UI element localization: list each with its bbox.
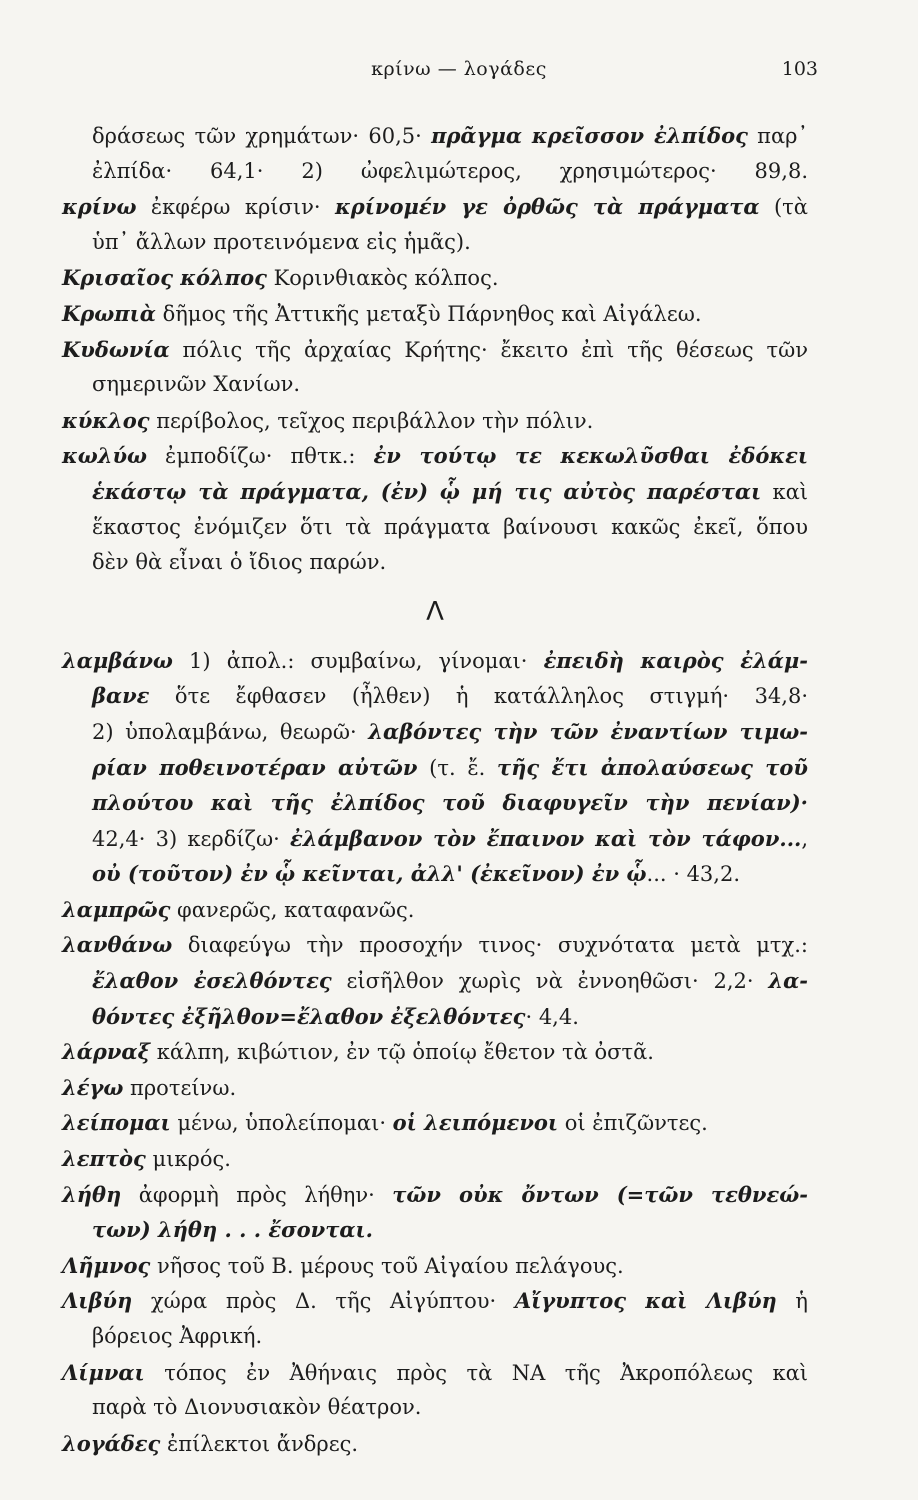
definition-text: ἀφορμὴ πρὸς λήθην· [121, 1182, 393, 1207]
entry-line [62, 892, 808, 928]
quoted-phrase: ρίαν ποθεινοτέραν αὐτῶν [92, 754, 418, 780]
section-letter-heading: Λ [426, 596, 444, 627]
entry-line [62, 1105, 808, 1141]
quoted-phrase: οἱ λειπόμενοι [392, 1110, 559, 1136]
quoted-phrase: λαβόντες τὴν τῶν ἐναντίων τιμω- [368, 718, 808, 744]
definition-text: σημερινῶν Χανίων. [92, 372, 301, 397]
definition-text: νῆσος τοῦ Β. μέρους τοῦ Αἰγαίου πελάγους. [150, 1253, 624, 1278]
definition-text: περίβολος, τεῖχος περιβάλλον τὴν πόλιν. [149, 408, 594, 433]
entry-line [62, 403, 808, 439]
headword: λάρναξ [62, 1039, 151, 1065]
glossary-body [62, 118, 808, 1461]
definition-text: εἰσῆλθον χωρὶς νὰ ἐννοηθῶσι· 2,2· [331, 969, 769, 994]
definition-text: , [801, 826, 809, 851]
quoted-phrase: ἐλάμβανον τὸν ἔπαινον καὶ τὸν τάφον... [290, 825, 802, 851]
entry-line [62, 1426, 808, 1462]
entry-continuation-line [62, 750, 808, 786]
quoted-phrase: τῶν οὐκ ὄντων (=τῶν τεθνεώ- [392, 1181, 808, 1207]
entry-line [62, 1248, 808, 1284]
entry-continuation-line [62, 1212, 808, 1248]
headword: λανθάνω [62, 932, 173, 958]
quoted-phrase: ἔλαθον ἐσελθόντες [92, 968, 332, 994]
entry-continuation-line [62, 678, 808, 714]
definition-text: δὲν θὰ εἶναι ὁ ἴδιος παρών. [92, 550, 387, 575]
definition-text: παρ᾿ [747, 124, 809, 148]
definition-text: ἐκφέρω κρίσιν· [136, 195, 336, 220]
entry-continuation-line [62, 856, 808, 892]
definition-text: διαφεύγω τὴν προσοχήν τινος· συχνότατα μετὰ μτχ.: [172, 933, 808, 958]
headword: λείπομαι [62, 1110, 171, 1136]
headword: Λῆμνος [62, 1252, 151, 1278]
entry-line [62, 438, 808, 474]
quoted-phrase: λα- [768, 968, 808, 994]
entry-line [62, 260, 808, 296]
headword: κωλύω [62, 443, 148, 469]
entry-continuation-line [62, 545, 808, 581]
definition-text: καὶ [761, 479, 808, 504]
definition-text: χώρα πρὸς Δ. τῆς Αἰγύπτου· [132, 1289, 515, 1314]
definition-text: δῆμος τῆς Ἀττικῆς μεταξὺ Πάρνηθος καὶ Αἰγάλεω. [155, 301, 702, 326]
definition-text: μικρός. [145, 1147, 231, 1172]
quoted-phrase: ἐν τούτῳ τε κεκωλῦσθαι ἐδόκει [373, 443, 809, 469]
entry-line [62, 1283, 808, 1319]
entry-line [62, 1034, 808, 1070]
definition-text: 1) ἀπολ.: συμβαίνω, γίνομαι· [172, 648, 544, 673]
entry-line [62, 296, 808, 332]
entry-continuation-line [62, 1319, 808, 1355]
quoted-phrase: ἑκάστῳ τὰ πράγματα, (ἐν) ᾧ μή τις αὐτὸς παρέσται [92, 478, 762, 504]
headword: λαμβάνω [62, 647, 173, 673]
quoted-phrase: οὐ (τοῦτον) ἐν ᾧ κεῖνται, ἀλλ' (ἐκεῖνον) ἐν ᾧ [92, 861, 647, 887]
entry-continuation-line [62, 785, 808, 821]
definition-text: πόλις τῆς ἀρχαίας Κρήτης· ἔκειτο ἐπὶ τῆς θέσεως τῶν [169, 337, 808, 362]
definition-text: ὑπ᾿ ἄλλων προτεινόμενα εἰς ἡμᾶς). [92, 229, 471, 254]
definition-text: τόπος ἐν Ἀθήναις πρὸς τὰ ΝΑ τῆς Ἀκροπόλεως καὶ [144, 1360, 808, 1385]
page-number: 103 [781, 58, 818, 80]
definition-text: κάλπη, κιβώτιον, ἐν τῷ ὁποίῳ ἔθετον τὰ ὀστᾶ. [150, 1040, 654, 1065]
definition-text: βόρειος Ἀφρική. [92, 1324, 263, 1348]
headword: λήθη [62, 1181, 122, 1207]
entry-line [62, 1177, 808, 1213]
definition-text: ὅτε ἔφθασεν (ἦλθεν) ἡ κατάλληλος στιγμή· 34,8· [149, 684, 808, 709]
headword: λογάδες [62, 1430, 161, 1456]
definition-text: ἐπίλεκτοι ἄνδρες. [160, 1431, 359, 1456]
entry-continuation-line [62, 367, 808, 403]
headword: κρίνω [62, 194, 137, 220]
entry-line [62, 1355, 808, 1391]
headword: Κυδωνία [62, 336, 170, 362]
headword: Λιβύη [62, 1288, 133, 1314]
entry-continuation-line [62, 963, 808, 999]
running-head-title: κρίνω — λογάδες [371, 58, 547, 80]
headword: Κρισαῖος κόλπος [62, 265, 267, 291]
entry-continuation-line [62, 821, 808, 857]
entry-line [62, 332, 808, 368]
definition-text: · 4,4. [525, 1004, 579, 1029]
definition-text: (τ. ἔ. [417, 755, 497, 780]
entry-continuation-line [62, 510, 808, 546]
definition-text: δράσεως τῶν χρημάτων· 60,5· [92, 124, 432, 148]
entry-line [62, 1070, 808, 1106]
definition-text: 42,4· 3) κερδίζω· [92, 826, 290, 851]
quoted-phrase: πρᾶγμα κρεῖσσον ἐλπίδος [431, 123, 748, 148]
quoted-phrase: βανε [92, 683, 150, 709]
definition-text: ἕκαστος ἐνόμιζεν ὅτι τὰ πράγματα βαίνουσι κακῶς ἐκεῖ, ὅπου [92, 514, 808, 539]
headword: Λίμναι [62, 1359, 145, 1385]
entry-continuation-line [62, 225, 808, 261]
entry-line [62, 189, 808, 225]
quoted-phrase: πλούτου καὶ τῆς ἐλπίδος τοῦ διαφυγεῖν τὴν πενίαν)· [92, 790, 808, 816]
definition-text: παρὰ τὸ Διονυσιακὸν θέατρον. [92, 1395, 422, 1420]
entry-line [62, 927, 808, 963]
definition-text: προτείνω. [123, 1075, 237, 1100]
definition-text: Κορινθιακὸς κόλπος. [266, 266, 499, 291]
running-head [0, 58, 918, 88]
headword: κύκλος [62, 407, 150, 433]
headword: λεπτὸς [62, 1146, 146, 1172]
definition-text: ἐλπίδα· 64,1· 2) ὠφελιμώτερος, χρησιμώτερος· 89,8. [92, 158, 808, 183]
entry-line [62, 1141, 808, 1177]
quoted-phrase: κρίνομέν γε ὀρθῶς τὰ πράγματα [335, 194, 760, 220]
quoted-phrase: ἐπειδὴ καιρὸς ἐλάμ- [543, 647, 808, 673]
quoted-phrase: θόντες ἐξῆλθον=ἔλαθον ἐξελθόντες [92, 1003, 526, 1029]
headword: Κρωπιὰ [62, 300, 156, 326]
definition-text: ἡ [776, 1289, 808, 1314]
definition-text: ... · 43,2. [646, 862, 741, 887]
definition-text: (τὰ [759, 195, 808, 220]
definition-text: 2) ὑπολαμβάνω, θεωρῶ· [92, 719, 369, 744]
definition-text: φανερῶς, καταφανῶς. [170, 897, 415, 922]
definition-text: ἐμποδίζω· πθτκ.: [147, 444, 374, 469]
entry-line [62, 643, 808, 679]
quoted-phrase: τῆς ἔτι ἀπολαύσεως τοῦ [497, 754, 808, 780]
quoted-phrase: των) λήθη . . . ἔσονται. [92, 1217, 373, 1243]
entry-continuation-line [62, 154, 808, 190]
entry-continuation-line [62, 474, 808, 510]
entry-continuation-line [62, 714, 808, 750]
entry-continuation-line [62, 118, 808, 154]
entry-continuation-line [62, 999, 808, 1035]
quoted-phrase: Αἴγυπτος καὶ Λιβύη [514, 1288, 777, 1314]
definition-text: μένω, ὑπολείπομαι· [170, 1111, 393, 1136]
entry-continuation-line [62, 1390, 808, 1426]
headword: λέγω [62, 1074, 124, 1100]
headword: λαμπρῶς [62, 896, 171, 922]
definition-text: οἱ ἐπιζῶντες. [558, 1111, 708, 1136]
